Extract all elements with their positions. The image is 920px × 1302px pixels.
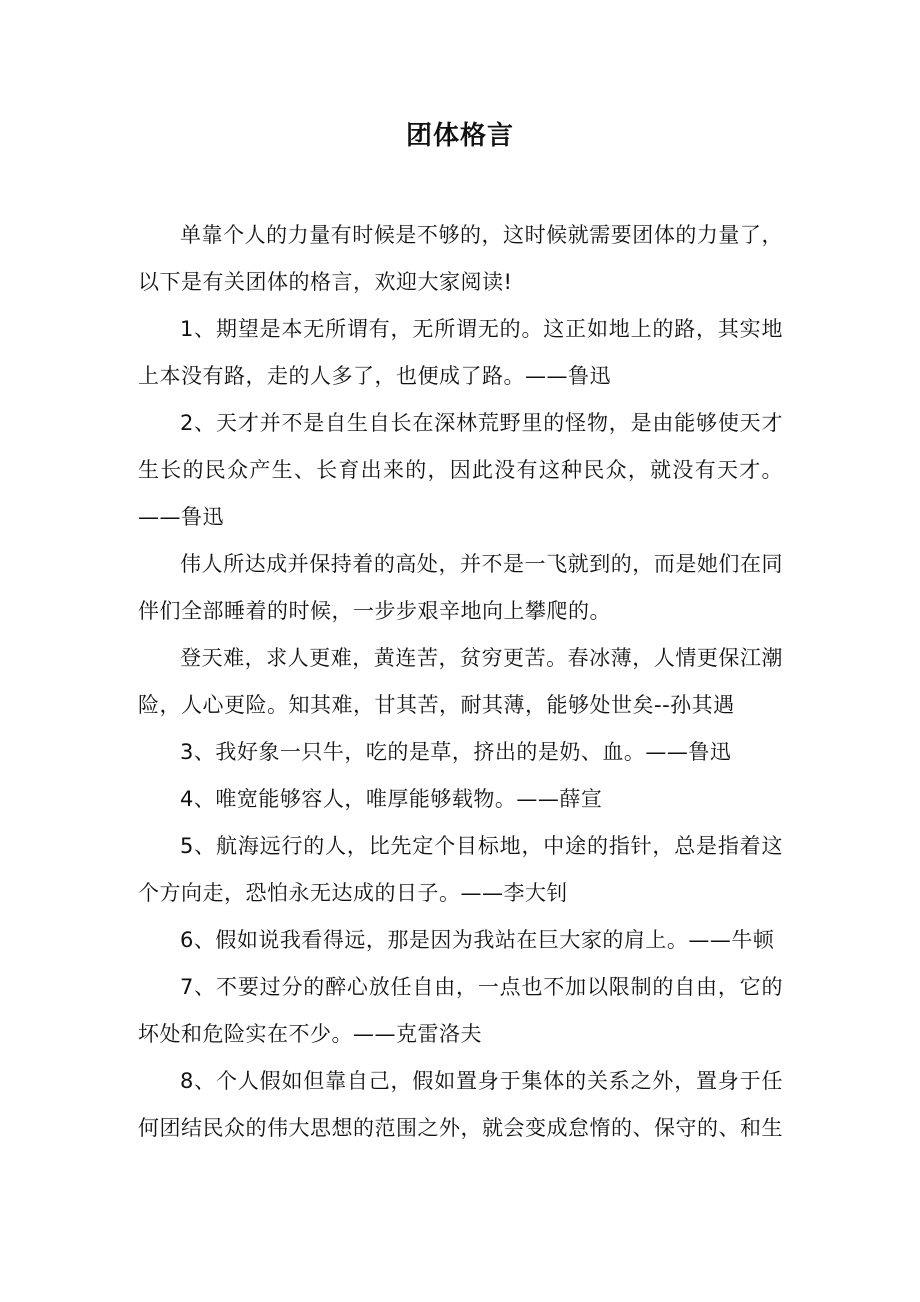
paragraph-quote-4: 4、唯宽能够容人，唯厚能够载物。——薛宣 [180,787,603,811]
paragraph-climb-sky: 登天难，求人更难，黄连苦，贫穷更苦。春冰薄，人情更保江潮险，人心更险。知其难，甘其苦，耐其薄，能够处世矣--孙其遇 [138,646,783,717]
paragraph-great-people: 伟人所达成并保持着的高处，并不是一飞就到的，而是她们在同伴们全部睡着的时候，一步步艰辛地向上攀爬的。 [138,552,783,623]
document-title: 团体格言 [405,121,514,151]
paragraph-intro: 单靠个人的力量有时候是不够的，这时候就需要团体的力量了，以下是有关团体的格言，欢迎大家阅读! [138,223,783,294]
document-body [138,212,783,1152]
paragraph-quote-6: 6、假如说我看得远，那是因为我站在巨大家的肩上。——牛顿 [180,928,775,952]
paragraph-quote-2: 2、天才并不是自生自长在深林荒野里的怪物，是由能够使天才生长的民众产生、长育出来的，因此没有这种民众，就没有天才。——鲁迅 [138,411,783,529]
paragraph-quote-8: 8、个人假如但靠自己，假如置身于集体的关系之外，置身于任何团结民众的伟大思想的范围之外，就会变成怠惰的、保守的、和生 [138,1069,783,1140]
paragraph-quote-5: 5、航海远行的人，比先定个目标地，中途的指针，总是指着这个方向走，恐怕永无达成的日子。——李大钊 [138,834,783,905]
paragraph-quote-1: 1、期望是本无所谓有，无所谓无的。这正如地上的路，其实地上本没有路，走的人多了，也便成了路。——鲁迅 [138,317,783,388]
paragraph-quote-7: 7、不要过分的醉心放任自由，一点也不加以限制的自由，它的坏处和危险实在不少。——克雷洛夫 [138,975,783,1046]
paragraph-quote-3: 3、我好象一只牛，吃的是草，挤出的是奶、血。——鲁迅 [180,740,732,764]
